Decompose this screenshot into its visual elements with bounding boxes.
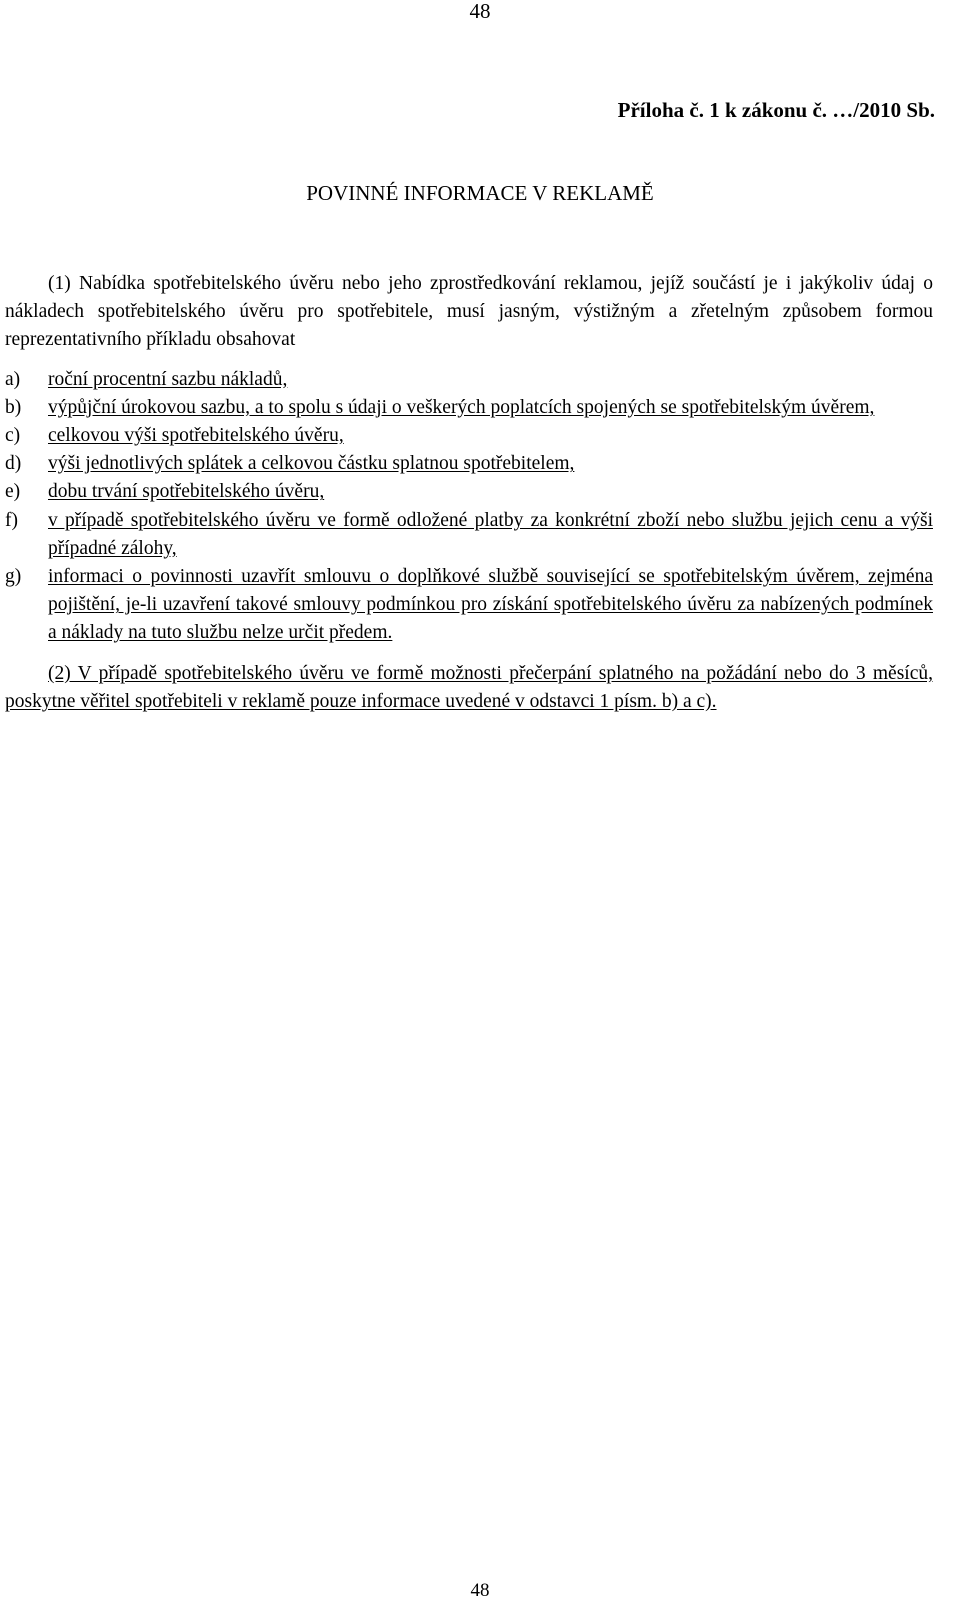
list-item-text: dobu trvání spotřebitelského úvěru, (48, 481, 325, 503)
list-item-a (5, 366, 933, 394)
list-item-d (5, 450, 933, 478)
list-item-c (5, 422, 933, 450)
document-body (5, 270, 933, 716)
document-title: POVINNÉ INFORMACE V REKLAMĚ (306, 181, 654, 205)
list-item-g (5, 563, 933, 648)
paragraph-1: (1) Nabídka spotřebitelského úvěru nebo jeho zprostředkování reklamou, jejíž součástí je i jakýkoliv údaj o nákladech spotřebitelského úvěru pro spotřebitele, musí jasným, výstižným a zřetelným způsobem formou reprezentativního příkladu obsahovat (5, 273, 933, 351)
annex-reference: Příloha č. 1 k zákonu č. …/2010 Sb. (617, 98, 935, 122)
paragraph-2-text: (2) V případě spotřebitelského úvěru ve formě možnosti přečerpání splatného na požádání nebo do 3 měsíců, poskytne věřitel spotřebiteli v reklamě pouze informace uvedené v odstavci 1 písm. b) a c). (5, 662, 933, 712)
page-number-top: 48 (469, 0, 491, 23)
paragraph-2 (5, 660, 933, 716)
list-marker: g) (5, 566, 22, 588)
list-item-b (5, 394, 933, 422)
list-item-text: výpůjční úrokovou sazbu, a to spolu s údaji o veškerých poplatcích spojených se spotřebitelským úvěrem, (48, 396, 875, 418)
list-marker: e) (5, 481, 21, 503)
list-item-text: v případě spotřebitelského úvěru ve formě odložené platby za konkrétní zboží nebo službu jejich cenu a výši případné zálohy, (48, 509, 933, 559)
list-marker: a) (5, 368, 21, 390)
list-marker: f) (5, 509, 18, 531)
page-number-bottom: 48 (470, 1580, 490, 1601)
list-marker: b) (5, 396, 22, 418)
list-item-text: informaci o povinnosti uzavřít smlouvu o doplňkové službě související se spotřebitelským úvěrem, zejména pojištění, je-li uzavření takové smlouvy podmínkou pro získání spotřebitelského úvěru za nabízených podmínek a náklady na tuto službu nelze určit předem. (48, 566, 933, 644)
list-marker: d) (5, 453, 22, 475)
list-item-text: výši jednotlivých splátek a celkovou částku splatnou spotřebitelem, (48, 453, 575, 475)
list-item-text: celkovou výši spotřebitelského úvěru, (48, 425, 344, 447)
list-marker: c) (5, 425, 21, 447)
list-item-text: roční procentní sazbu nákladů, (48, 368, 288, 390)
list-item-f (5, 507, 933, 563)
list-item-e (5, 478, 933, 506)
requirements-list (5, 366, 933, 648)
